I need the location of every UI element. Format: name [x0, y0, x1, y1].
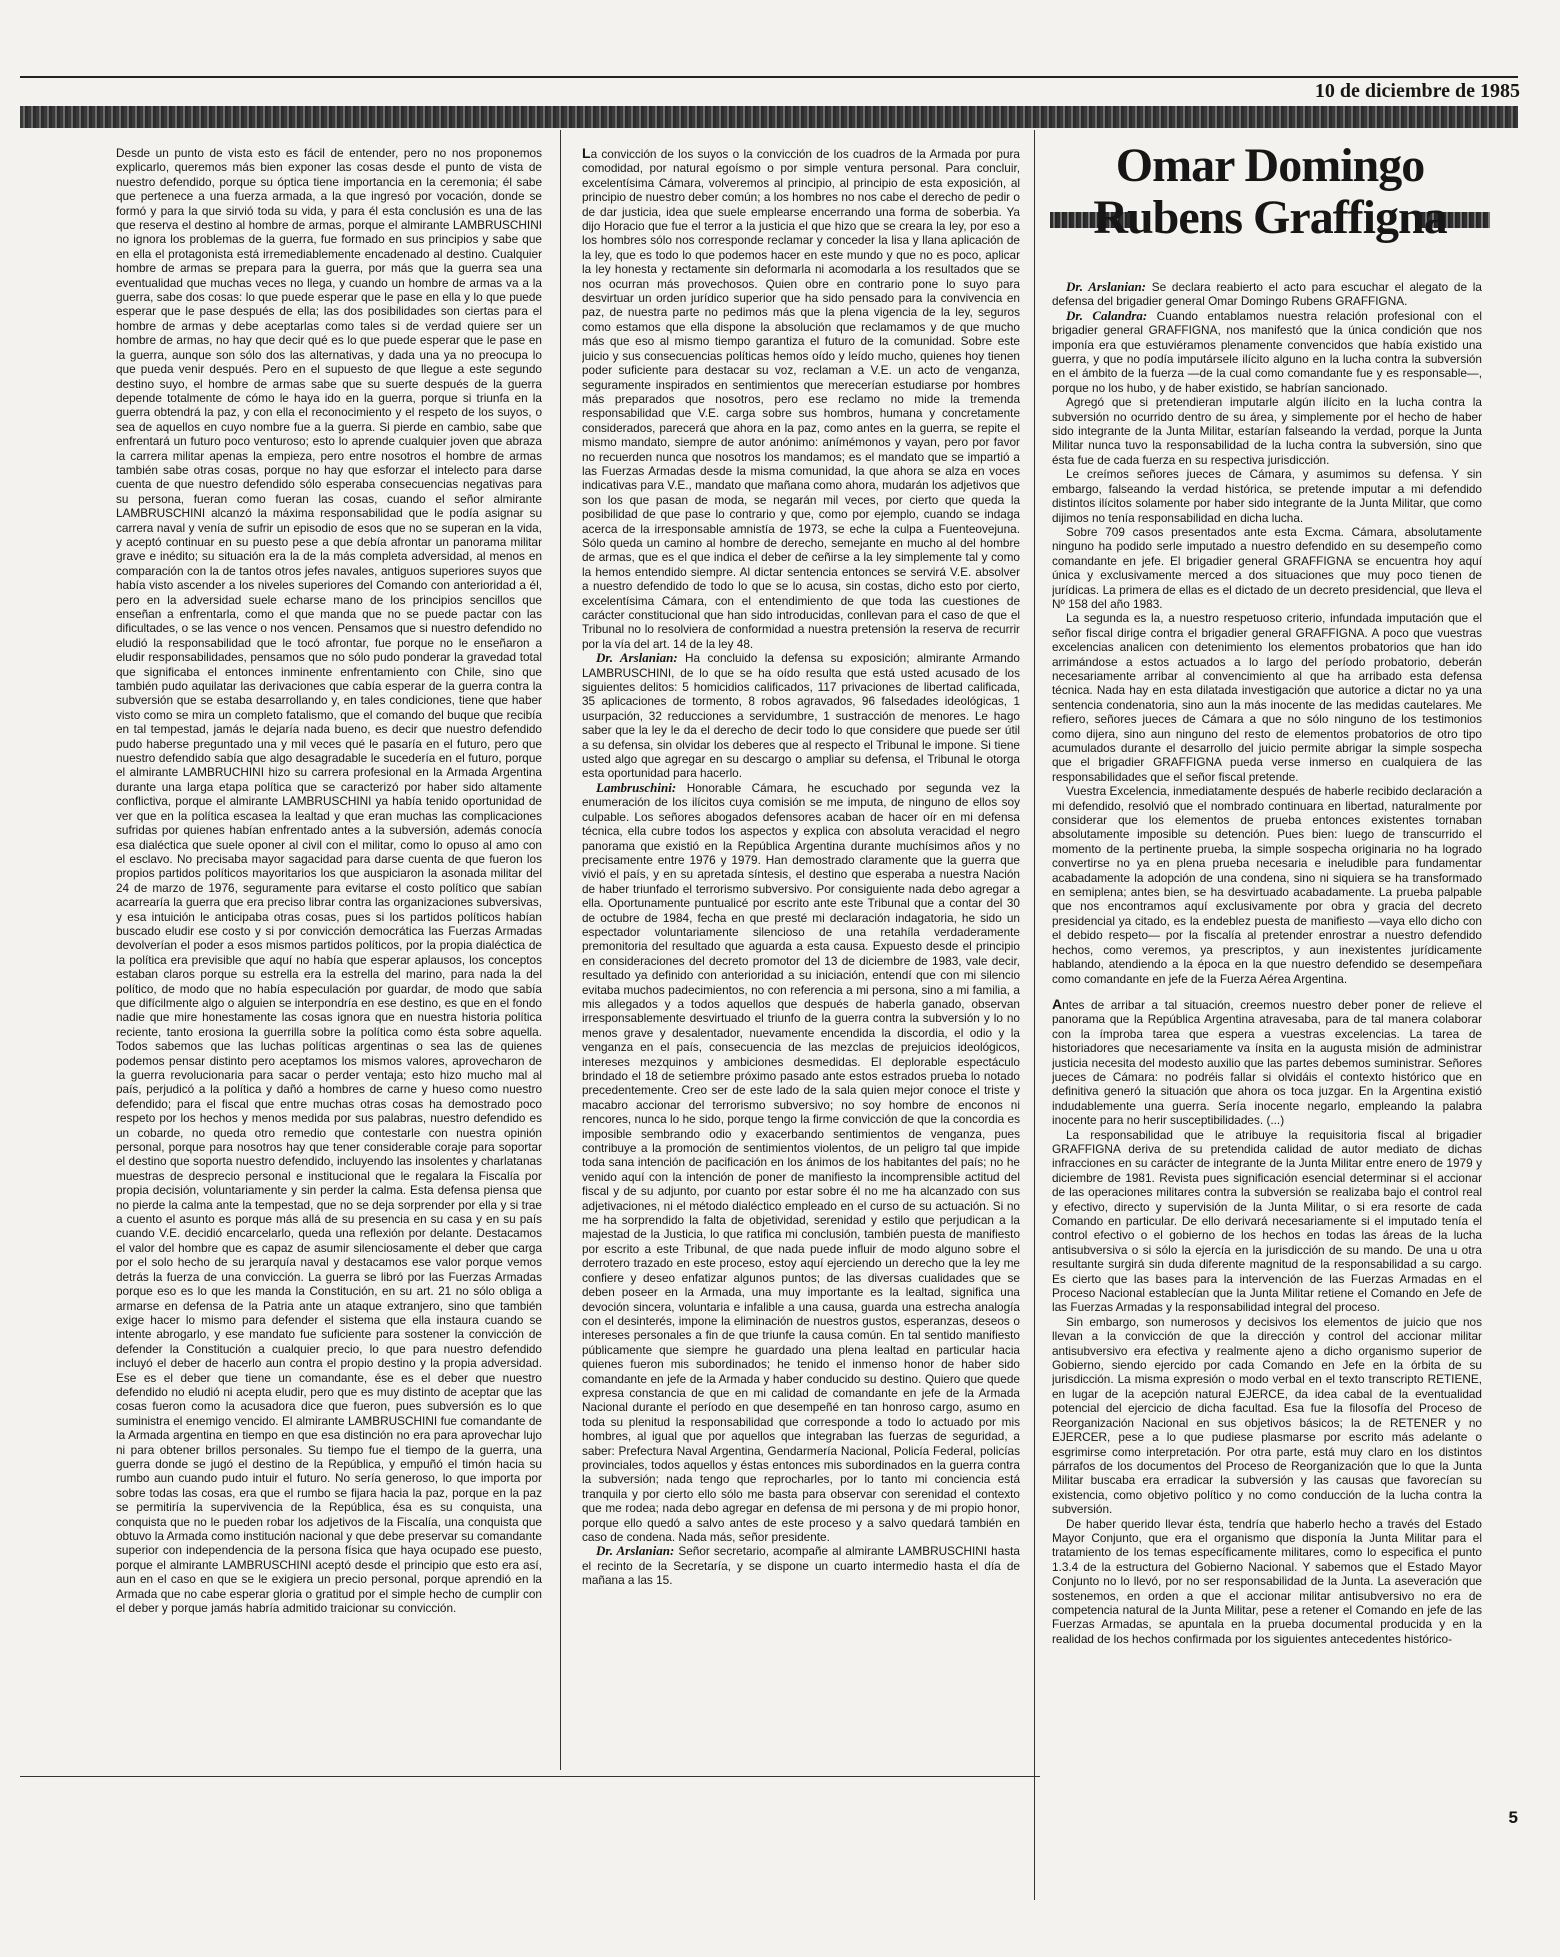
- bottom-rule: [20, 1776, 1040, 1777]
- paragraph: [582, 651, 1020, 781]
- speaker-label: Dr. Arslanian:: [1066, 280, 1147, 294]
- article-title: [1050, 140, 1490, 244]
- paragraph: De haber querido llevar ésta, tendría que haberlo hecho a través del Estado Mayor Conjunto, que era el organismo que disponía la Junta Militar para el tratamiento de los temas específicamente militares, como lo especifica el punto 1.3.4 de la estructura del Gobierno Nacional. Y sabemos que el Estado Mayor Conjunto no lo llevó, por no ser responsabilidad de la Junta. La aseveración que sostenemos, en orden a que el accionar militar antisubversivo no era de competencia natural de la Junta Militar, pese a retener el Comando en jefe de las Fuerzas Armadas, se apuntala en la prueba documental producida y en la realidad de los hechos confirmada por los siguientes antecedentes histórico-: [1052, 1516, 1482, 1646]
- column-2: [582, 146, 1020, 1762]
- top-rule: [20, 76, 1518, 78]
- speaker-label: Dr. Arslanian:: [596, 1543, 675, 1559]
- paragraph-text: Señor secretario, acompañe al almirante LAMBRUSCHINI hasta el recinto de la Secretaría, y se dispone un cuarto intermedio hasta el día de mañana a las 15.: [582, 1544, 1020, 1588]
- paragraph-text: Cuando entablamos nuestra relación profesional con el brigadier general GRAFFIGNA, nos manifestó que la única condición que nos imponía era que estuviéramos plenamente convencidos que había existido una guerra, y que no podía imputársele ilícito alguno en la lucha contra la subversión en el ámbito de la fuerza —de la cual como comandante fue y es responsable—, porque no los hubo, y de haber existido, se habrían sancionado.: [1052, 308, 1482, 395]
- paragraph: [582, 1544, 1020, 1587]
- paragraph: [582, 781, 1020, 1545]
- paragraph: [1052, 309, 1482, 395]
- paragraph: [582, 146, 1020, 651]
- paragraph: [1052, 280, 1482, 309]
- header-band: [20, 106, 1518, 128]
- paragraph-text: Honorable Cámara, he escuchado por segunda vez la enumeración de los ilícitos cuya comisión se me imputa, de ninguno de ellos soy culpable. Los señores abogados defensores acaban de hacer oír en mi defensa técnica, ella cubre todos los aspectos y explica con absoluta veracidad el negro panorama que existió en la República Argentina durante muchísimos años y no precisamente entre 1976 y 1979. Han demostrado claramente que la guerra que vivió el país, y en su apretada síntesis, el destino que esperaba a nuestra Nación de haber triunfado el terrorismo subversivo. Por consiguiente nada debo agregar a ella. Oportunamente puntualicé por escrito ante este Tribunal que a contar del 30 de octubre de 1984, fecha en que presté mi declaración indagatoria, he sido un espectador voluntariamente silencioso de una retahíla verdaderamente premonitoria del resultado que aguarda a esta causa. Expuesto desde el principio en consideraciones del decreto promotor del 13 de diciembre de 1983, vale decir, resultado ya definido con anterioridad a su iniciación, entendí que con mi silencio evitaba muchos padecimientos, no con referencia a mi persona, sino a mi familia, a mis allegados y a todos aquellos que después de haberla ganado, observan irresponsablemente desvirtuado el triunfo de la guerra contra la subversión y lo no menos grave y desalentador, nuevamente encendida la discordia, el odio y la venganza en el país, consecuencia de las mezclas de prejuicios ideológicos, intereses mezquinos y ambiciones desmedidas. El deplorable espectáculo brindado el 18 de setiembre próximo pasado ante estos estrados prueba lo notado precedentemente. Creo ser de este lado de la sala quien mejor conoce el triste y macabro accionar del terrorismo subversivo; no soy hombre de enconos ni rencores, nunca lo he sido, porque tengo la firme convicción de que la concordia es imposible sembrando odio y exacerbando sentimientos de venganza, pues contribuye a la promoción de sentimientos violentos, de un peligro tal que impide toda sana intención de pacificación en los ánimos de los habitantes del país; no he venido aquí con la intención de poner de manifiesto la incomprensible actitud del fiscal y de su adjunto, por cuanto por estar sobre él no me ha alcanzado con sus adjetivaciones, ni el método dialéctico empleado en el curso de su actuación. Si no me ha sorprendido la falta de objetividad, serenidad y estilo que perjudican a la majestad de la Justicia, lo que ratifica mi conclusión, también puesta de manifiesto por escrito a este Tribunal, de que nada puede influir de modo alguno sobre el derrotero trazado en este proceso, estoy aquí ejerciendo un derecho que la ley me confiere y deseo enfatizar algunos puntos; de las diversas cualidades que se deben poseer en la Armada, una muy importante es la lealtad, significa una devoción sincera, voluntaria e infalible a una causa, guarda una estrecha analogía con el desinterés, impone la eliminación de nuestros gustos, esperanzas, deseos o intereses personales a fin de que triunfe la causa común. En tal sentido manifiesto públicamente que siempre he guardado una plena lealtad en particular hacia quienes fueron mis subordinados; he tenido el inmenso honor de haber sido comandante en jefe de la Armada y haber conducido su destino. Quiero que quede expresa constancia de que en mi calidad de comandante en jefe de la Armada Nacional durante el período en que desempeñé en tan honroso cargo, asumo en toda su plenitud la responsabilidad que corresponde a todo lo actuado por mis hombres, al igual que por aquellos que integraban las fuerzas de seguridad, a saber: Prefectura Naval Argentina, Gendarmería Nacional, Policía Federal, policías provinciales, todos aquellos y éstas entonces mis subordinados en la guerra contra la subversión; nada tengo que reprocharles, por lo tanto mi conciencia está tranquila y por cierto ello sólo me basta para observar con serenidad el contexto que me rodea; nada debo agregar en defensa de mi persona y de mi propio honor, porque ello quedó a salvo antes de este proceso y a salvo quedará también en caso de condena. Nada más, señor presidente.: [582, 780, 1020, 1544]
- paragraph: Sobre 709 casos presentados ante esta Excma. Cámara, absolutamente ninguno ha podido serle imputado a nuestro defendido en su desempeño como comandante en jefe. El brigadier general GRAFFIGNA se encuentra hoy aquí única y exclusivamente merced a dos situaciones que muy poco tienen de jurídicas. La primera de ellas es el dictado de un decreto presidencial, que lleva el Nº 158 del año 1983.: [1052, 524, 1482, 611]
- drop-cap: A: [1052, 995, 1063, 1012]
- issue-date: 10 de diciembre de 1985: [1314, 80, 1520, 102]
- speaker-label: Lambruschini:: [596, 779, 677, 795]
- drop-cap: L: [582, 146, 591, 161]
- column-3: [1052, 280, 1482, 1890]
- column-1: [116, 146, 542, 1764]
- speaker-label: Dr. Calandra:: [1066, 307, 1148, 323]
- paragraph: Agregó que si pretendieran imputarle algún ilícito en la lucha contra la subversión no ocurrido dentro de su área, y simplemente por el hecho de haber sido integrante de la Junta Militar, estarían falseando la verdad, porque la Junta Militar nunca tuvo la responsabilidad de la lucha contra la subversión, sino que ésta fue de cada fuerza en su respectiva jurisdicción.: [1052, 395, 1482, 467]
- paragraph: Le creímos señores jueces de Cámara, y asumimos su defensa. Y sin embargo, falseando la verdad histórica, se pretende imputar a mi defendido distintos ilícitos solamente por haber sido integrante de la Junta Militar, que como dijimos no tenía responsabilidad en dicha lucha.: [1052, 467, 1482, 525]
- paragraph: Desde un punto de vista esto es fácil de entender, pero no nos proponemos explicarlo, queremos más bien exponer las cosas desde el punto de vista de nuestro defendido, porque su óptica tiene importancia en la ceremonia; él sabe que pertenece a una fuerza armada, a la que ingresó por vocación, donde se formó y para la que sirvió toda su vida, y para él esta conclusión es una de las que reserva el destino al hombre de armas, porque el almirante LAMBRUSCHINI no ignora los problemas de la guerra, fue formado en sus principios y sabe que en ella el protagonista está irremediablemente encadenado al destino. Cualquier hombre de armas se prepara para la guerra, por más que la guerra sea una eventualidad que muchas veces no llega, y cuando un hombre de armas va a la guerra, sabe dos cosas: lo que puede esperar que le pase en ella y lo que puede esperar que le pase después de ella; las dos posibilidades son ciertas para el hombre de armas y debe aceptarlas como tales si de verdad quiere ser un hombre de armas, no hay que decir qué es lo que puede esperar que le pase en la guerra, aunque son sólo dos las alternativas, y dada una ya no preocupa lo que pueda venir después. Pero en el supuesto de que llegue a este segundo destino suyo, el hombre de armas sabe que su suerte después de la guerra depende totalmente de cómo le haya ido en la guerra, porque si triunfa en la guerra obtendrá la paz, y con ella el reconocimiento y el respeto de los suyos, o sea de aquellos en cuyo nombre fue a la guerra. Si pierde en cambio, sabe que enfrentará un futuro poco venturoso; esto lo aprende cualquier joven que abraza la carrera militar apenas la empieza, pero entre nosotros el hombre de armas también sabe otras cosas, porque no hay que esforzar el intelecto para darse cuenta de que nuestro defendido sólo esperaba consecuencias negativas para su persona, fueran como fueran las cosas, cuando el señor almirante LAMBRUSCHINI alcanzó la máxima responsabilidad que le podía asignar su carrera naval y venía de sufrir un episodio de esos que no se superan en la vida, y aceptó continuar en su puesto pese a que debía afrontar un panorama militar grave e inédito; su situación era la de la más completa adversidad, al menos en comparación con la de tantos otros jefes navales, antiguos superiores suyos que había visto ascender a los niveles superiores del Comando con anterioridad a él, pero en la adversidad suele echarse mano de los principios sencillos que enseñan a enfrentarla, como el que manda que no se puede pactar con las dificultades, o se las vence o nos vencen. Pensamos que si nuestro defendido no eludió la responsabilidad que le tocó afrontar, fue porque no le enseñaron a eludir responsabilidades, pensamos que no sólo pudo ponderar la gravedad total que significaba el entonces inminente enfrentamiento con Chile, sino que también pudo aquilatar las derivaciones que cabía esperar de la guerra contra la subversión que se estaba desarrollando y, en tales condiciones, tiene que haber visto como se mira un completo fatalismo, que el comando del buque que recibía en tal tempestad, jamás le dejaría nada bueno, es decir que nuestro defendido pudo haberse preguntado una y mil veces qué le pasaría en el futuro, pero que nuestro defendido sabía que algo desagradable le sucedería en el futuro, porque el almirante LAMBRUCHINI hizo su carrera profesional en la Armada Argentina durante una larga etapa política que se caracterizó por haber sido altamente conflictiva, porque el almirante LAMBRUSCHINI ya había tenido oportunidad de ver que en la política escasea la lealtad y que eran muchas las complicaciones sufridas por quienes habían enfrentado antes a la subversión, además conocía esa dialéctica que suele oponer al civil con el militar, como lo opuso al amo con el esclavo. No precisaba mayor sagacidad para darse cuenta de que fueron los propios partidos políticos mayoritarios los que auspiciaron la asonada militar del 24 de marzo de 1976, seguramente para evitarse el costo político que sabían acarrearía la guerra que era preciso librar contra las organizaciones subversivas, y esa intuición le anticipaba otras cosas, pues si los partidos políticos habían buscado eludir ese costo y si por convicción democrática las Fuerzas Armadas devolverían el poder a esos mismos partidos políticos, por la propia dialéctica de la política era previsible que aquí no había que esperar aplausos, los conceptos estaban claros porque su estrella era la estrella del marino, para nada la del político, de modo que no había especulación por guardar, de modo que sabía que difícilmente algo o alguien se interpondría en ese destino, es que en el fondo nadie que mire honestamente las cosas ignora que en nuestra historia política reciente, tanto erosiona la guerrilla sobre la política como ésta sobre aquella. Todos sabemos que las luchas políticas argentinas o sea las de quienes podemos pensar distinto pero aceptamos los mismos valores, aprovecharon de la guerra revolucionaria para sacar o perder ventaja; esto hizo mucho mal al país, perjudicó a la política y dañó a hombres de carne y hueso como nuestro defendido; para el fiscal que entre muchas otras cosas ha demostrado poco respeto por los hechos y menos medida por sus palabras, nuestro defendido es un cobarde, no queda otro remedio que contestarle con nuestra opinión personal, porque para nosotros hay que tener considerable coraje para soportar el destino que soporta nuestro defendido, incluyendo las insolentes y charlatanas muestras de desprecio personal e institucional que le regalara la Fiscalía por propia decisión, voluntariamente y sin perder la calma. Esta defensa piensa que no pierde la calma ante la tempestad, que no se deja sorprender por ella y si trae a cuento el asunto es porque más allá de su presencia en su casa y en su país cuando V.E. decidió encarcelarlo, queda una reflexión por delante. Destacamos el valor del hombre que es capaz de asumir silenciosamente el deber que carga por el solo hecho de su jerarquía naval y destacamos ese valor porque vemos detrás la fuerza de una convicción. La guerra se libró por las Fuerzas Armadas porque eso es lo que les manda la Constitución, en su art. 21 no sólo obliga a armarse en defensa de la Patria ante un ataque extranjero, sino que también exige hacer lo mismo para defender el sistema que ella instaura cuando se intente abrogarlo, y ese mandato fue suficiente para sostener la convicción de defender la Constitución a cualquier precio, lo que para nuestro defendido incluyó el deber de hacerlo aun contra el propio destino y la propia adversidad. Ese es el deber que tiene un comandante, ése es el deber que nuestro defendido no eludió ni acepta eludir, pero que es muy distinto de aceptar que las cosas fueron como la acusadora dice que fueron, pues subversión es lo que suministra el enemigo vencido. El almirante LAMBRUSCHINI fue comandante de la Armada argentina en tiempo en que esa distinción no era para aprovechar lujo ni para obtener brillos personales. Su tiempo fue el tiempo de la guerra, una guerra donde se jugó el destino de la República, y empuñó el timón hacia su rumbo aun cuando pudo intuir el futuro. No sería generoso, lo que importa por sobre todas las cosas, era que el rumbo se fijara hacia la paz, porque en la paz se permitiría la supervivencia de la República, ésa es su conquista, una conquista que no le pueden robar los adjetivos de la Fiscalía, una conquista que obtuvo la Armada como institución nacional y que debe preservar su comandante superior con independencia de la persona física que haya ocupado ese puesto, porque el almirante LAMBRUSCHINI aceptó desde el principio que esto era así, aun en el caso en que se le exigiera un precio personal, porque aprendió en la Armada que no cabe esperar gloria o gratitud por el simple hecho de cumplir con el deber y porque jamás habría admitido traicionar su convicción.: [116, 146, 542, 1616]
- page-number: 5: [1508, 1808, 1518, 1827]
- paragraph: Sin embargo, son numerosos y decisivos los elementos de juicio que nos llevan a la convicción de que la dirección y control del accionar militar antisubversivo era efectiva y realmente ajeno a dicho organismo superior de Gobierno, siendo ejercido por cada Comando en Jefe en la órbita de su jurisdicción. La misma expresión o modo verbal en el texto transcripto RETIENE, en lugar de la acepción natural EJERCE, da idea cabal de la eventualidad potencial del ejercicio de dicha facultad. Esa fue la filosofía del Proceso de Reorganización Nacional en sus objetivos básicos; la de RETENER y no EJERCER, pese a lo que pudiese plasmarse por escrito más adelante o esgrimirse como interpretación. Por otra parte, está muy claro en los distintos párrafos de los documentos del Proceso de Reorganización que lo que la Junta Militar buscaba era erradicar la subversión y las causas que favorecían su existencia, como objetivo político y no como conducción de la lucha contra la subversión.: [1052, 1314, 1482, 1517]
- paragraph-text: ntes de arribar a tal situación, creemos nuestro deber poner de relieve el panorama que la República Argentina atravesaba, para de tal manera colaborar con la ímproba tarea que espera a vuestras excelencias. La tarea de historiadores que necesariamente va ínsita en la augusta misión de administrar justicia necesita del modesto auxilio que las partes debemos suministrar. Señores jueces de Cámara: no podréis fallar si olvidáis el contexto histórico que en definitiva generó la situación que ahora os toca juzgar. En la Argentina existió indudablemente una guerra. Sería inocente negarlo, empleando la palabra inocente para no herir susceptibilidades. (...): [1052, 997, 1482, 1128]
- paragraph: [1052, 997, 1482, 1128]
- speaker-label: Dr. Arslanian:: [596, 650, 678, 666]
- paragraph-gap: [1052, 986, 1482, 997]
- title-line-2: Rubens Graffigna: [1093, 191, 1447, 244]
- column-divider: [1034, 130, 1035, 1900]
- paragraph-text: Se declara reabierto el acto para escuchar el alegato de la defensa del brigadier general Omar Domingo Rubens GRAFFIGNA.: [1052, 280, 1482, 309]
- paragraph-text: a convicción de los suyos o la convicción de los cuadros de la Armada por pura comodidad, por natural egoísmo o por simple ventura personal. Para concluir, excelentísima Cámara, volveremos al principio, al principio de esta exposición, al principio de nuestro deber común; a los hombres no nos cabe el derecho de pedir o de dar justicia, idea que suele emplearse encerrando una forma de soberbia. Ya dijo Horacio que fue el terror a la justicia el que hizo que se creara la ley, por eso a los hombres sólo nos corresponde reclamar y conceder la lisa y llana aplicación de la ley, que es todo lo que podemos hacer en este mundo y que no es poco, aplicar la ley honesta y rectamente sin deformarla ni acomodarla a los resultados que se nos ocurran más provechosos. Quien obre en contrario pone lo suyo para desvirtuar un orden jurídico superior que ha sido pensado para la convivencia en paz, de nuestra parte no pedimos más que la plena vigencia de la ley, seguros como estamos que ella dispone la absolución que reclamamos y de que mucho más que eso al mismo tiempo garantiza el futuro de la comunidad. Sobre este juicio y sus consecuencias políticas hemos oído y leído mucho, quienes hoy tienen poder suficiente para destacar su voz, reclaman a V.E. un acto de venganza, seguramente inspirados en sentimientos que merecerían estudiarse por hombres más preparados que nosotros, pero ese reclamo no mide la tremenda responsabilidad que V.E. carga sobre sus hombros, humana y concretamente considerados, parecerá que ahora en la paz, como antes en la guerra, se repite el mismo mandato, siempre de autor anónimo: anímémonos y vayan, pero por favor no recuerden nunca que nosotros los mandamos; es el mandato que se impartió a las Fuerzas Armadas desde la misma comunidad, la que ahora se alza en voces indicativas para V.E., mandato que mañana como ahora, mudarán los adjetivos que son los que pasan de moda, se negarán mil veces, por cierto que queda la posibilidad de que pase lo contrario y que, como por ejemplo, cuando se indaga acerca de la irresponsable amnistía de 1973, se eche la culpa a Fuenteovejuna. Sólo queda un camino al hombre de derecho, semejante en mucho al del hombre de armas, que es el que indica el deber de ceñirse a la ley simplemente tal y como la hemos entendido siempre. Al dictar sentencia entonces se servirá V.E. absolver a nuestro defendido de todo lo que se lo acusa, sin costas, dicho esto por cierto, excelentísima Cámara, con el entendimiento de que toda las cuestiones de carácter constitucional que han sido introducidas, conllevan para el caso de que el Tribunal no lo resolviera de conformidad a nuestra pretensión la reserva de recurrir por la vía del art. 14 de la ley 48.: [582, 147, 1020, 651]
- paragraph: La responsabilidad que le atribuye la requisitoria fiscal al brigadier GRAFFIGNA deriva de su pretendida calidad de autor mediato de dichas infracciones en su carácter de integrante de la Junta Militar entre enero de 1979 y diciembre de 1981. Revista pues significación esencial determinar si el accionar de las operaciones militares contra la subversión se realizaba bajo el control real y efectivo, directo y supervisión de la Junta Militar, o si era resorte de cada Comando en particular. De ello derivará necesariamente si el imputado tenía el control efectivo o el gobierno de los hechos en todas las áreas de la lucha antisubversiva o si sólo la ejercía en la jurisdicción de su mando. De una u otra resultante surgirá sin duda diferente magnitud de la responsabilidad a su cargo. Es cierto que las bases para la intervención de las Fuerzas Armadas en el Proceso Nacional establecían que la Junta Militar retiene el Comando en Jefe de las Fuerzas Armadas y la responsabilidad integral del proceso.: [1052, 1127, 1482, 1315]
- paragraph: La segunda es la, a nuestro respetuoso criterio, infundada imputación que el señor fiscal dirige contra el brigadier general GRAFFIGNA. A poco que vuestras excelencias analicen con detenimiento los elementos probatorios que han ido arrimándose a estos actuados a lo largo del período probatorio, deberán necesariamente arribar al convencimiento al que ha arribado esta defensa técnica. Nada hay en esta dilatada investigación que autorice a dictar no ya una sentencia condenatoria, sino aun la más inocente de las medidas cautelares. Me refiero, señores jueces de Cámara a que no sólo ninguno de los testimonios como dijera, sino aun ninguno del resto de elementos probatorios de otro tipo acumulados durante el desarrollo del juicio permite abrigar la simple sospecha que el brigadier GRAFFIGNA pueda verse inmerso en cualquiera de las responsabilidades que el señor fiscal pretende.: [1052, 611, 1482, 784]
- paragraph-text: Ha concluido la defensa su exposición; almirante Armando LAMBRUSCHINI, de lo que se ha oído resulta que está usted acusado de los siguientes delitos: 5 homicidios calificados, 117 privaciones de libertad calificada, 35 aplicaciones de tormento, 8 robos agravados, 96 falsedades ideológicas, 1 usurpación, 32 reducciones a servidumbre, 1 sustracción de menores. Le hago saber que la ley le da el derecho de decir todo lo que considere que puede ser útil a su defensa, sin olvidar los deberes que al respecto el Tribunal le impone. Si tiene usted algo que agregar en su descargo o ampliar su defensa, el Tribunal le otorga esta oportunidad para hacerlo.: [582, 651, 1020, 781]
- paragraph: Vuestra Excelencia, inmediatamente después de haberle recibido declaración a mi defendido, resolvió que el nombrado continuara en libertad, naturalmente por considerar que los elementos de prueba entonces existentes tornaban absolutamente imposible su detención. Pues bien: luego de transcurrido el momento de la pertinente prueba, la simple sospecha originaria no ha logrado convertirse no ya en plena prueba necesaria e ineludible para fundamentar acabadamente la adopción de una condena, sino ni siquiera se ha transformado en semiplena; antes bien, se ha desvirtuado acabadamente. La prueba palpable que nos encontramos aquí exclusivamente por obra y gracia del decreto presidencial ya citado, es la endeblez puesta de manifiesto —vaya ello dicho con el debido respeto— por la fiscalía al pretender enrostrar a nuestro defendido hechos, como veremos, ya prescriptos, y aun inexistentes jurídicamente hablando, atendiendo a la época en la que nuestro defendido se desempeñara como comandante en jefe de la Fuerza Aérea Argentina.: [1052, 784, 1482, 986]
- title-line-1: Omar Domingo: [1115, 139, 1425, 192]
- column-divider: [560, 130, 561, 1770]
